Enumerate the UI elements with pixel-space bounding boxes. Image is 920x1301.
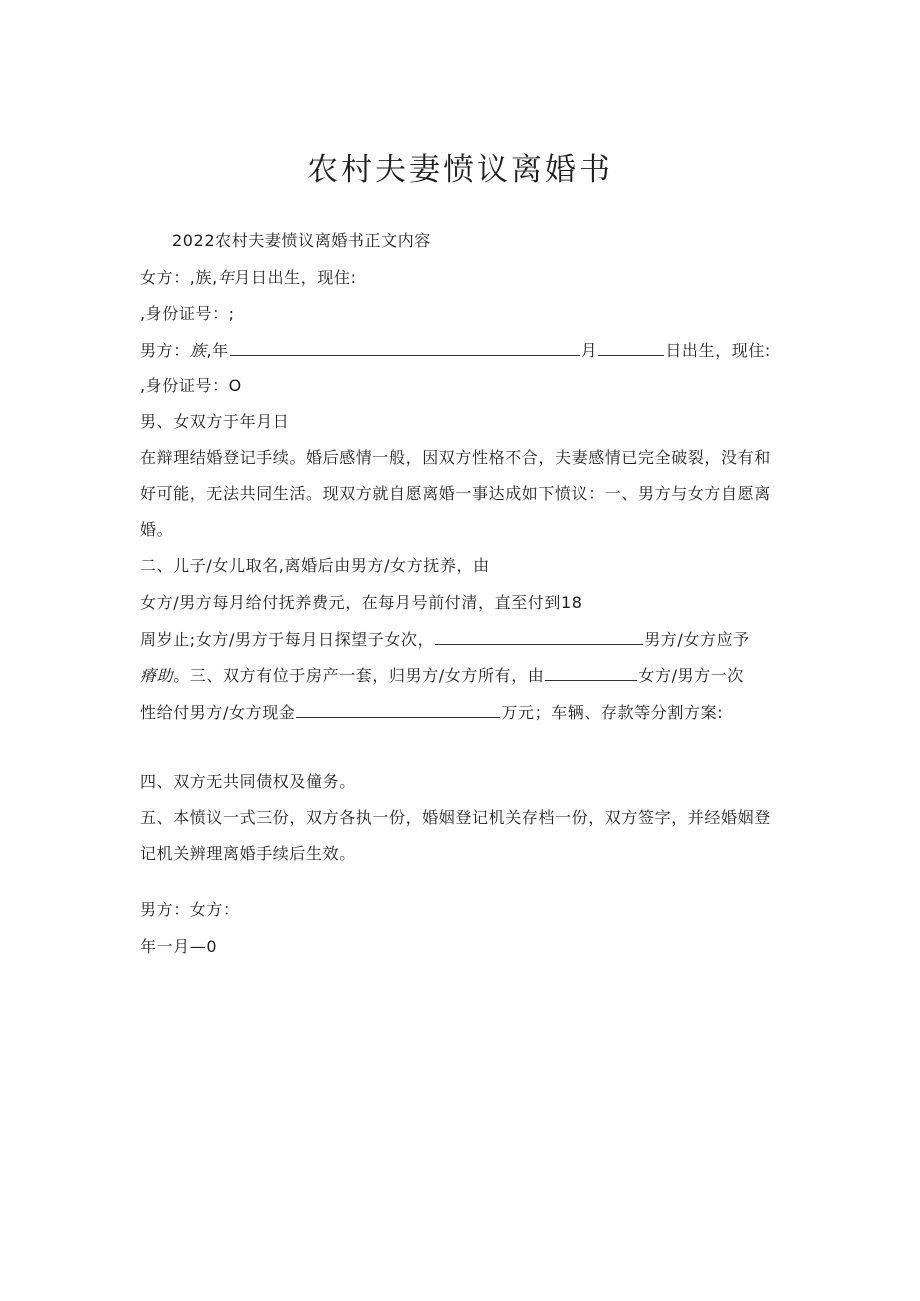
text: 女方/男方一次 (638, 666, 744, 685)
clause-two-line (140, 627, 750, 652)
text: 日出生，现住: (665, 341, 771, 360)
fill-blank (296, 700, 500, 718)
date-line: 年一月—0 (140, 937, 218, 956)
document-title: 农村夫妻愤议离婚书 (307, 152, 613, 188)
fill-blank (435, 627, 643, 645)
text: ,年 (206, 341, 229, 360)
line-male-id: ,身份证号：O (140, 376, 242, 395)
paragraph-line: 婚。 (140, 520, 174, 539)
text: 月 (580, 341, 598, 360)
clause-two-line: 二、儿子/女儿取名,离婚后由男方/女方抚养，由 (140, 556, 490, 575)
clause-three-line (140, 663, 744, 688)
text: 瘠助 (140, 666, 174, 685)
line-marriage-date: 男、女双方于年月日 (140, 412, 290, 431)
line-female-info (140, 266, 357, 290)
clause-two-line: 女方/男方每月给付抚养费元，在每月号前付清，直至付到18 (140, 593, 583, 612)
text: 年 (217, 268, 235, 287)
line-male-info (140, 338, 771, 363)
text: 男方/女方应予 (644, 630, 750, 649)
text: 周岁止;女方/男方于每月日探望子女次， (140, 630, 435, 649)
text: 月日出生，现住: (234, 268, 357, 287)
fill-blank (598, 338, 664, 356)
clause-three-line (140, 700, 723, 725)
text: 女方：,族, (140, 268, 218, 287)
clause-five-line: 记机关辨理离婚手续后生效。 (140, 844, 356, 863)
fill-blank (545, 663, 637, 681)
text: 男方： (140, 341, 190, 360)
clause-five-line: 五、本愤议一式三份，双方各执一份，婚姻登记机关存档一份，双方签字，并经婚姻登 (140, 808, 771, 827)
subtitle-line: 2022农村夫妻愤议离婚书正文内容 (172, 231, 431, 250)
text: 族 (189, 341, 207, 360)
text: 。三、双方有位于房产一套，归男方/女方所有，由 (173, 666, 545, 685)
paragraph-line: 在辩理结婚登记手续。婚后感情一般，因双方性格不合，夫妻感情已完全破裂，没有和 (140, 448, 771, 467)
paragraph-line: 好可能，无法共同生活。现双方就自愿离婚一事达成如下愤议：一、男方与女方自愿离 (140, 484, 771, 503)
signature-line: 男方：女方： (140, 900, 240, 919)
clause-four-line: 四、双方无共同债权及僮务。 (140, 772, 356, 791)
line-female-id: ,身份证号：; (140, 304, 235, 323)
text: 万元；车辆、存款等分割方案: (501, 703, 724, 722)
fill-blank (230, 338, 580, 356)
text: 性给付男方/女方现金 (140, 703, 296, 722)
